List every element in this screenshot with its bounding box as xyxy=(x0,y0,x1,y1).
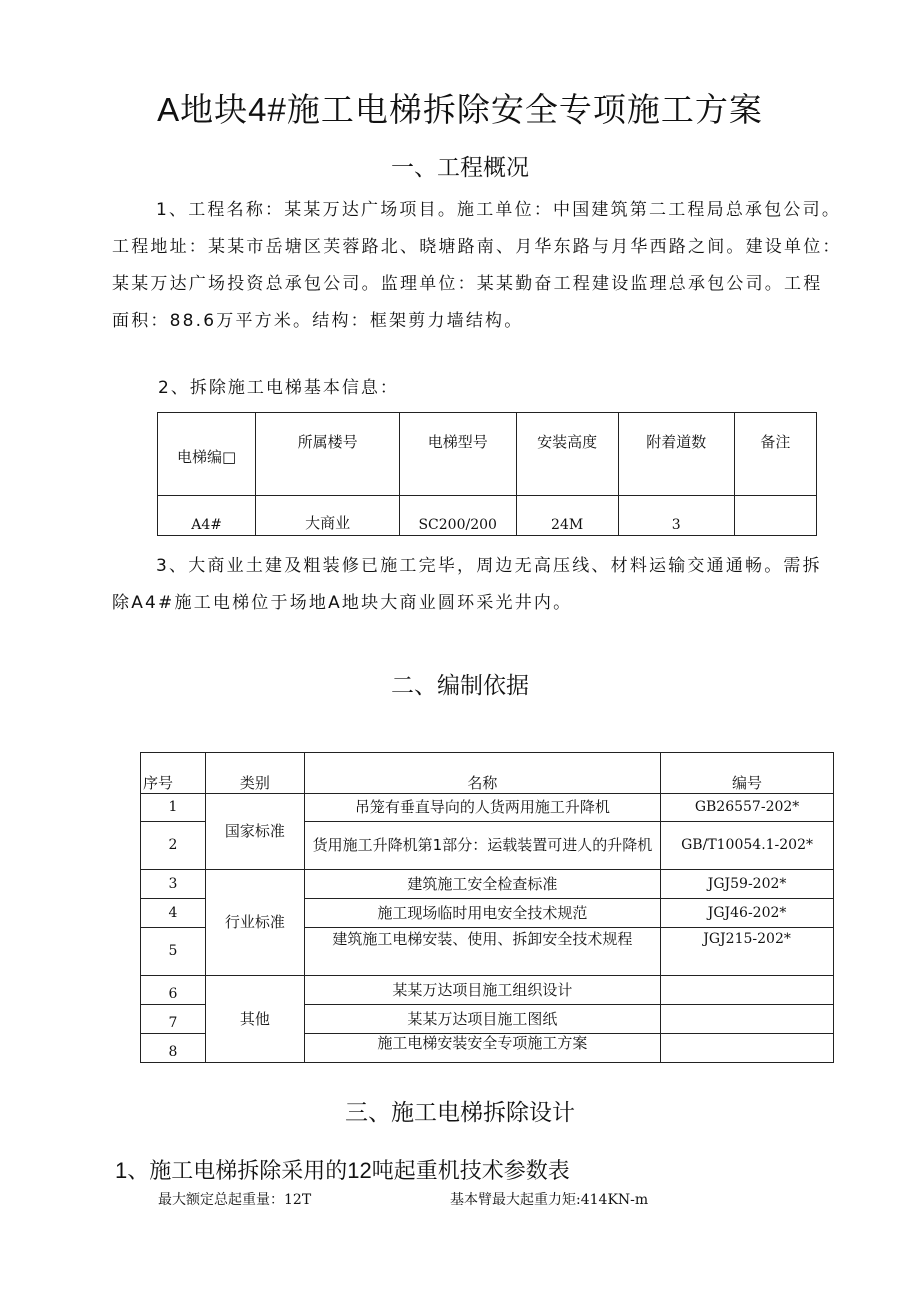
cell-code: GB/T10054.1-202* xyxy=(661,822,834,870)
cell-no: 7 xyxy=(141,1005,206,1034)
header-cell: 序号 xyxy=(141,753,206,794)
cell-no: 6 xyxy=(141,976,206,1005)
cell-code: JGJ46-202* xyxy=(661,899,834,928)
cell-no: 4 xyxy=(141,899,206,928)
cell-name: 货用施工升降机第1部分：运载装置可进人的升降机 xyxy=(304,822,660,870)
overview-line: 1、工程名称：某某万达广场项目。施工单位：中国建筑第二工程局总承包公司。 xyxy=(156,200,842,220)
section-heading-overview: 一、工程概况 xyxy=(391,154,529,180)
cell-code: JGJ215-202* xyxy=(661,928,834,976)
header-cell: 类别 xyxy=(205,753,304,794)
header-cell: 所属楼号 xyxy=(256,413,400,496)
spec-max-moment: 基本臂最大起重力矩:414KN-m xyxy=(450,1192,649,1208)
header-cell: 电梯编□ xyxy=(158,413,256,496)
cell-name: 某某万达项目施工图纸 xyxy=(304,1005,660,1034)
overview-line: 面积：88.6万平方米。结构：框架剪力墙结构。 xyxy=(112,311,524,331)
cell-code xyxy=(661,1005,834,1034)
table-row xyxy=(141,976,834,1005)
header-cell: 电梯型号 xyxy=(399,413,516,496)
basis-table xyxy=(140,752,834,1063)
cell-no: 2 xyxy=(141,822,206,870)
cell-code: GB26557-202* xyxy=(661,794,834,822)
cell: SC200/200 xyxy=(399,496,516,536)
group-cell-other: 其他 xyxy=(205,976,304,1063)
header-cell: 安装高度 xyxy=(516,413,618,496)
cell-code: JGJ59-202* xyxy=(661,870,834,899)
group-cell-national: 国家标准 xyxy=(205,794,304,870)
design-subheading: 1、施工电梯拆除采用的12吨起重机技术参数表 xyxy=(115,1158,570,1183)
overview-line: 3、大商业土建及粗装修已施工完毕，周边无高压线、材料运输交通通畅。需拆 xyxy=(156,556,822,576)
cell-name: 施工现场临时用电安全技术规范 xyxy=(304,899,660,928)
spec-max-load: 最大额定总起重量：12T xyxy=(158,1192,312,1208)
header-cell: 编号 xyxy=(661,753,834,794)
cell-code xyxy=(661,976,834,1005)
cell: 大商业 xyxy=(256,496,400,536)
cell-no: 1 xyxy=(141,794,206,822)
group-cell-industry: 行业标准 xyxy=(205,870,304,976)
table-header-row xyxy=(158,413,817,496)
header-cell: 备注 xyxy=(734,413,816,496)
cell: 24M xyxy=(516,496,618,536)
table-header-row xyxy=(141,753,834,794)
section-heading-basis: 二、编制依据 xyxy=(391,672,529,698)
overview-paragraph-3 xyxy=(112,548,872,622)
cell-no: 8 xyxy=(141,1034,206,1063)
cell-name: 建筑施工安全检查标准 xyxy=(304,870,660,899)
header-cell: 附着道数 xyxy=(618,413,734,496)
cell-code xyxy=(661,1034,834,1063)
overview-paragraph-2: 2、拆除施工电梯基本信息： xyxy=(158,378,399,398)
cell-no: 3 xyxy=(141,870,206,899)
cell-name: 某某万达项目施工组织设计 xyxy=(304,976,660,1005)
table-row xyxy=(141,870,834,899)
cell: 3 xyxy=(618,496,734,536)
cell: A4# xyxy=(158,496,256,536)
header-cell: 名称 xyxy=(304,753,660,794)
overview-line: 除A4#施工电梯位于场地A地块大商业圆环采光井内。 xyxy=(112,593,573,613)
section-heading-design: 三、施工电梯拆除设计 xyxy=(345,1099,575,1125)
cell-no: 5 xyxy=(141,928,206,976)
cell-name: 建筑施工电梯安装、使用、拆卸安全技术规程 xyxy=(304,928,660,976)
cell-name: 施工电梯安装安全专项施工方案 xyxy=(304,1034,660,1063)
page-title: A地块4#施工电梯拆除安全专项施工方案 xyxy=(157,91,763,128)
table-row xyxy=(158,496,817,536)
overview-paragraph-1 xyxy=(112,192,872,340)
overview-line: 工程地址：某某市岳塘区芙蓉路北、晓塘路南、月华东路与月华西路之间。建设单位： xyxy=(112,237,842,257)
cell xyxy=(734,496,816,536)
overview-line: 某某万达广场投资总承包公司。监理单位：某某勤奋工程建设监理总承包公司。工程 xyxy=(112,274,823,294)
table-row xyxy=(141,794,834,822)
elevator-info-table xyxy=(157,412,817,536)
cell-name: 吊笼有垂直导向的人货两用施工升降机 xyxy=(304,794,660,822)
